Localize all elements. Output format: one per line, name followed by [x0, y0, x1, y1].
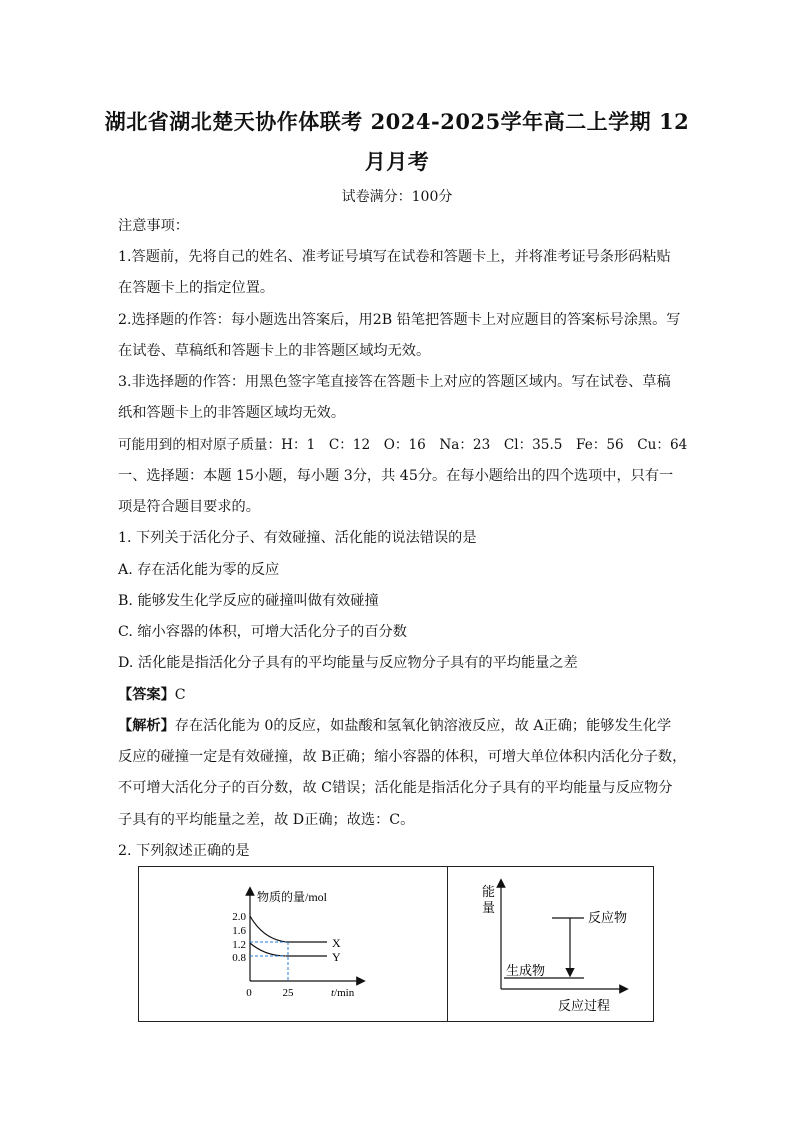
notice-line: 在答题卡上的指定位置。 — [118, 280, 275, 296]
energy-axis-label: 能 — [482, 884, 496, 899]
notice-line: 2.选择题的作答：每小题选出答案后，用2B 铅笔把答题卡上对应题目的答案标号涂黑。写 — [118, 312, 681, 328]
full-score: 试卷满分：100分 — [341, 189, 453, 205]
question-1-option-d: D. 活化能是指活化分子具有的平均能量与反应物分子具有的平均能量之差 — [118, 655, 578, 671]
curve-y-label: Y — [332, 950, 341, 964]
analysis-text: 存在活化能为 0的反应，如盐酸和氢氧化钠溶液反应，故 A正确；能够发生化学 — [174, 718, 672, 734]
notice-line: 在试卷、草稿纸和答题卡上的非答题区域均无效。 — [118, 343, 431, 359]
atomic-masses: 可能用到的相对原子质量：H：1 C：12 O：16 Na：23 Cl：35.5 Fe：56 Cu：64 — [118, 437, 688, 453]
page-title-line2: 月月考 — [364, 149, 430, 174]
energy-diagram — [448, 867, 654, 1021]
question-1-analysis — [118, 716, 678, 736]
question-1-option-a: A. 存在活化能为零的反应 — [118, 562, 280, 578]
energy-axis-label: 量 — [482, 900, 496, 915]
analysis-line: 不可增大活化分子的百分数，故 C错误；活化能是指活化分子具有的平均能量与反应物分 — [118, 780, 673, 796]
x-axis-label — [331, 987, 355, 999]
analysis-label: 【解析】 — [118, 718, 175, 734]
product-label: 生成物 — [506, 963, 546, 978]
reactant-label: 反应物 — [588, 910, 628, 925]
question-1-option-c: C. 缩小容器的体积，可增大活化分子的百分数 — [118, 624, 407, 640]
notice-line: 纸和答题卡上的非答题区域均无效。 — [118, 405, 346, 421]
answer-value: C — [174, 687, 186, 703]
notice-heading: 注意事项： — [118, 218, 189, 234]
notice-line: 1.答题前，先将自己的姓名、准考证号填写在试卷和答题卡上，并将准考证号条形码粘贴 — [118, 249, 671, 265]
question-2-stem: 2. 下列叙述正确的是 — [118, 843, 250, 859]
y-tick-label: 2.0 — [232, 911, 246, 923]
x-tick-label: 0 — [246, 987, 252, 999]
x-tick-label: 25 — [282, 987, 294, 999]
x-axis-unit: /min — [334, 987, 355, 999]
question-2-figure — [138, 866, 654, 1022]
analysis-line: 子具有的平均能量之差，故 D正确；故选：C。 — [118, 812, 415, 828]
analysis-line: 反应的碰撞一定是有效碰撞，故 B正确；缩小容器的体积，可增大单位体积内活化分子数， — [118, 749, 687, 765]
y-tick-label: 1.2 — [232, 939, 246, 951]
curve-x — [250, 916, 327, 942]
question-1-option-b: B. 能够发生化学反应的碰撞叫做有效碰撞 — [118, 593, 379, 609]
section-instructions: 项是符合题目要求的。 — [118, 499, 260, 515]
notice-line: 3.非选择题的作答：用黑色签字笔直接答在答题卡上对应的答题区域内。写在试卷、草稿 — [118, 374, 671, 390]
progress-axis-label: 反应过程 — [558, 998, 611, 1013]
x-axis-variable: t — [331, 987, 335, 999]
y-tick-label: 1.6 — [232, 925, 246, 937]
y-tick-label: 0.8 — [232, 952, 246, 964]
amount-time-graph — [139, 867, 445, 1021]
y-axis-label: 物质的量/mol — [257, 890, 328, 904]
curve-x-label: X — [332, 936, 341, 950]
page-title-line1: 湖北省湖北楚天协作体联考 2024-2025学年高二上学期 12 — [104, 109, 690, 134]
question-1-answer — [118, 685, 678, 705]
question-1-stem: 1. 下列关于活化分子、有效碰撞、活化能的说法错误的是 — [118, 530, 477, 546]
section-instructions: 一、选择题：本题 15小题，每小题 3分，共 45分。在每小题给出的四个选项中，只有一 — [118, 468, 674, 484]
answer-label: 【答案】 — [118, 687, 175, 703]
